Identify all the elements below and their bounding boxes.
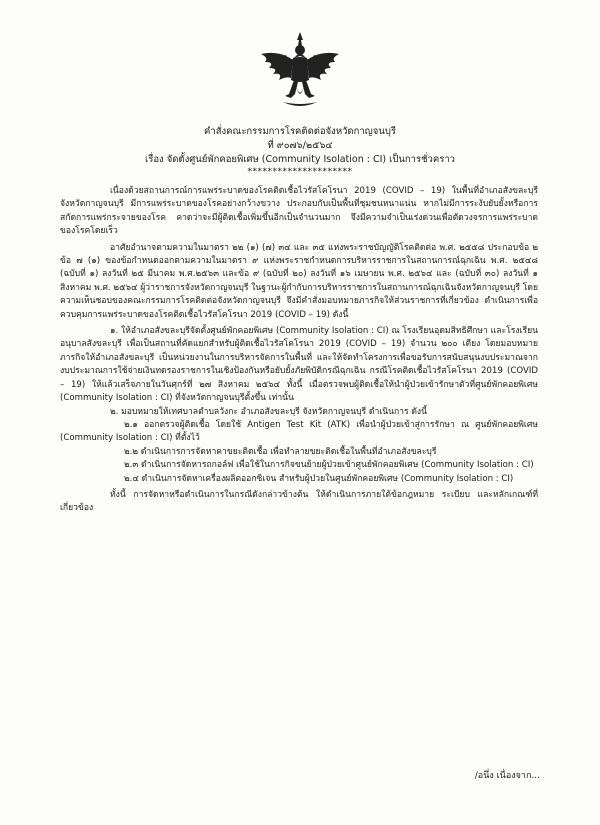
document-body — [60, 185, 538, 516]
item-1-paragraph: ๑. ให้อำเภอสังขละบุรีจัดตั้งศูนย์พักคอยพิเศษ (Community Isolation : CI) ณ โรงเรียนอุดมสิทธิศึกษา และโรงเรียนอนุบาลสังขละบุรี เพื่อเป็นสถานที่คัดแยกสำหรับผู้ติดเชื้อไวรัสโคโรนา 2019 (COVID – 19) จำนวน ๒๐๐ เตียง โดยมอบหมายภารกิจให้อำเภอสังขละบุรี เป็นหน่วยงานในการบริหารจัดการในพื้นที่ และให้จัดทำโครงการเพื่อขอรับการสนับสนุนงบประมาณจากงบประมาณการใช้จ่ายเงินทดรองราชการในเชิงป้องกันหรือยับยั้งภัยพิบัติกรณีฉุกเฉิน กรณีโรคติดเชื้อไวรัสโคโรนา 2019 (COVID – 19) ให้แล้วเสร็จภายในวันศุกร์ที่ ๒๗ สิงหาคม ๒๕๖๔ ทั้งนี้ เมื่อตรวจพบผู้ติดเชื้อให้นำผู้ป่วยเข้ารักษาตัวที่ศูนย์พักคอยพิเศษ (Community Isolation : CI) ที่จังหวัดกาญจนบุรีตั้งขึ้น เท่านั้น — [60, 326, 538, 404]
authority-paragraph: อาศัยอำนาจตามความในมาตรา ๒๒ (๑) (๗) ๓๔ และ ๓๕ แห่งพระราชบัญญัติโรคติดต่อ พ.ศ. ๒๕๕๘ ประกอบข้อ ๒ ข้อ ๗ (๑) ของข้อกำหนดออกตามความในมาตรา ๙ แห่งพระราชกำหนดการบริหารราชการในสถานการณ์ฉุกเฉิน พ.ศ. ๒๕๔๘ (ฉบับที่ ๑) ลงวันที่ ๒๕ มีนาคม พ.ศ.๒๕๖๓ และข้อ ๙ (ฉบับที่ ๒๐) ลงวันที่ ๑๖ เมษายน พ.ศ. ๒๕๖๔ และ (ฉบับที่ ๓๐) ลงวันที่ ๑ สิงหาคม พ.ศ. ๒๕๖๔ ผู้ว่าราชการจังหวัดกาญจนบุรี ในฐานะผู้กำกับการบริหารราชการในสถานการณ์ฉุกเฉินจังหวัดกาญจนบุรี โดยความเห็นชอบของคณะกรรมการโรคติดต่อจังหวัดกาญจนบุรี จึงมีคำสั่งมอบหมายภารกิจให้ส่วนราชการที่เกี่ยวข้อง ดำเนินการเพื่อควบคุมการแพร่ระบาดของโรคติดเชื้อไวรัสโคโรนา 2019 (COVID – 19) ดังนี้ — [60, 242, 538, 320]
order-subject: เรื่อง จัดตั้งศูนย์พักคอยพิเศษ (Community Isolation : CI) เป็นการชั่วคราว — [144, 154, 455, 165]
item-2-2-paragraph: ๒.๒ ดำเนินการการจัดหาคาขยะติดเชื้อ เพื่อทำลายขยะติดเชื้อในพื้นที่อำเภอสังขละบุรี — [124, 446, 437, 457]
continuation-note: /อนึ่ง เนื่องจาก... — [474, 771, 540, 781]
item-2-3-paragraph: ๒.๓ ดำเนินการจัดหารถกอล์ฟ เพื่อใช้ในการกิจขนย้ายผู้ป่วยเข้าศูนย์พักคอยพิเศษ (Community Isolation : CI) — [124, 460, 534, 471]
document-title: คำสั่งคณะกรรมการโรคติดต่อจังหวัดกาญจนบุรี — [204, 126, 396, 137]
separator-line: ********************* — [247, 167, 353, 177]
item-2-1-paragraph: ๒.๑ ออกตรวจผู้ติดเชื้อ โดยใช้ Antigen Test Kit (ATK) เพื่อนำผู้ป่วยเข้าสู่การรักษา ณ ศูนย์พักคอยพิเศษ (Community Isolation : CI) ที่ตั้งไว้ — [60, 419, 538, 444]
garuda-emblem-icon — [255, 28, 345, 118]
intro-paragraph: เนื่องด้วยสถานการณ์การแพร่ระบาดของโรคติดเชื้อไวรัสโคโรนา 2019 (COVID – 19) ในพื้นที่อำเภอสังขละบุรี จังหวัดกาญจนบุรี มีการแพร่ระบาดของโรคอย่างกว้างขวาง ประกอบกับเป็นพื้นที่ชุมชนหนาแน่น หากไม่มีการระงับยับยั้งหรือการสกัดการแพร่กระจายของโรค คาดว่าจะมีผู้ติดเชื้อเพิ่มขึ้นอีกเป็นจำนวนมาก จึงมีความจำเป็นเร่งด่วนเพื่อตัดวงจรการแพร่ระบาดของโรคโดยเร็ว — [60, 186, 538, 237]
item-2-paragraph: ๒. มอบหมายให้เทศบาลตำบลวังกะ อำเภอสังขละบุรี จังหวัดกาญจนบุรี ดำเนินการ ดังนี้ — [110, 406, 428, 417]
item-2-4-paragraph: ๒.๔ ดำเนินการจัดหาเครื่องผลิตออกซิเจน สำหรับผู้ป่วยในศูนย์พักคอยพิเศษ (Community Isolation : CI) — [124, 473, 514, 484]
closing-paragraph: ทั้งนี้ การจัดหาหรือดำเนินการในกรณีดังกล่าวข้างต้น ให้ดำเนินการภายใต้ข้อกฎหมาย ระเบียบ และหลักเกณฑ์ที่เกี่ยวข้อง — [60, 489, 538, 514]
order-number: ที่ ๙๐๗๖/๒๕๖๔ — [267, 140, 333, 151]
